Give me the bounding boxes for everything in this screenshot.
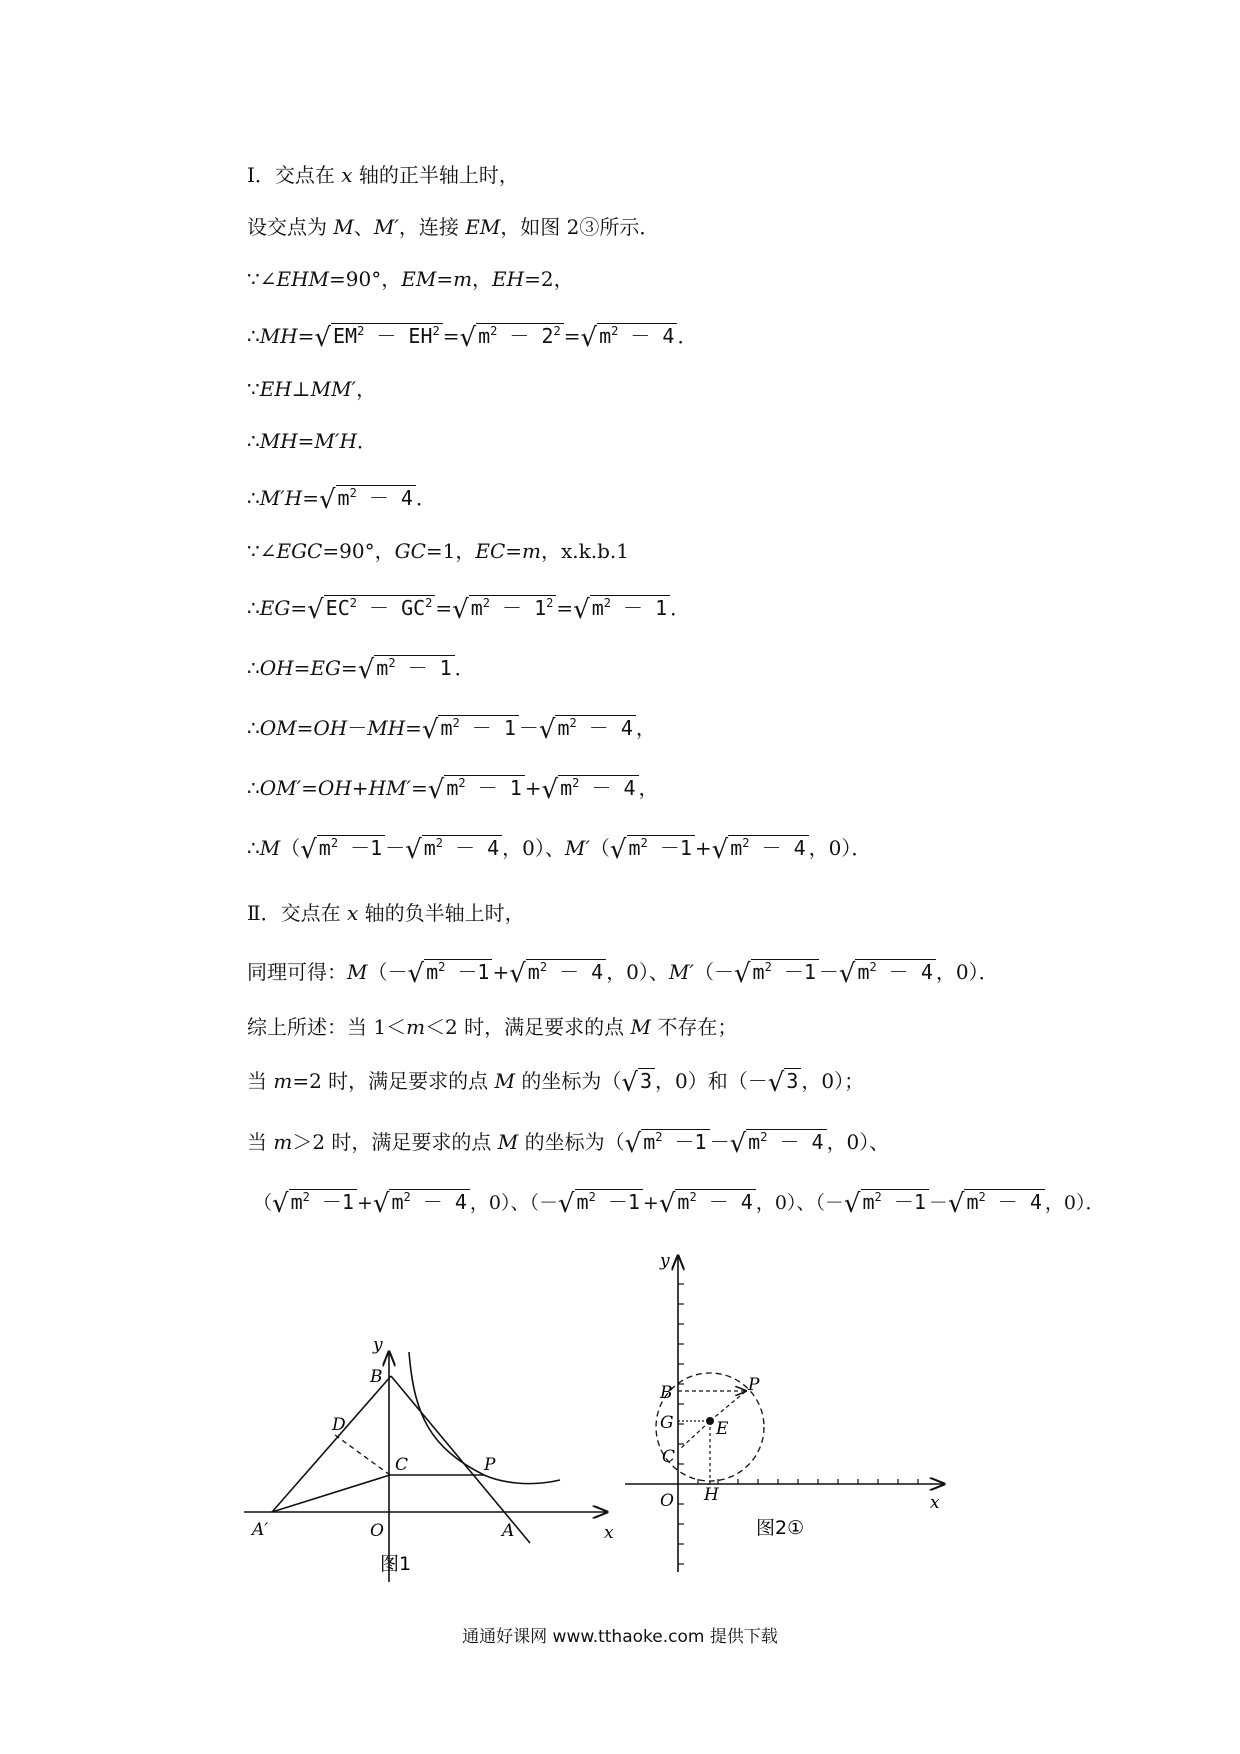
fig2-label-G: G [660, 1413, 674, 1433]
fig1-label-x: x [604, 1523, 614, 1543]
fig2-caption: 图2① [756, 1517, 805, 1539]
text-line-19: （√ $m^2 -1$ +√ $m^2 - 4$ ，0）、（－√ $m^2 -1$ +√ $m^2 - 4$ ，0）、（－√ $m^2 -1$ －√ $m^2 - 4$ ，0）． [253, 1189, 1105, 1219]
fig1-label-B: B [370, 1367, 383, 1387]
fig1-label-A: A [502, 1521, 515, 1541]
text-line-1: Ⅰ．交点在 x 轴的正半轴上时， [247, 163, 519, 187]
fig1-caption: 图1 [380, 1553, 412, 1575]
text-line-6: ∴MH=M′H． [247, 429, 377, 453]
fig2-dashed-EC [680, 1421, 710, 1449]
fig1-segment-AprimeB [272, 1376, 391, 1512]
text-line-3: ∵∠EHM=90°，EM=m，EH=2， [247, 267, 574, 291]
fig2-label-E: E [716, 1419, 729, 1439]
text-line-2: 设交点为 M、M′，连接 EM，如图 2③所示． [247, 215, 660, 239]
text-line-10: ∴OH=EG=√ $m^2 - 1$ ． [247, 655, 475, 685]
fig1-segment-AprimeC [272, 1475, 390, 1512]
text-line-9: ∴EG=√ $EC^2 - GC^2$ =√ $m^2 - 1^2$ =√ $m^2 - 1$ ． [247, 595, 691, 625]
fig1-dashed-DC [335, 1435, 390, 1475]
text-line-5: ∵EH⊥MM′， [247, 377, 377, 401]
fig2-point-E [706, 1417, 714, 1425]
text-line-14: Ⅱ．交点在 x 轴的负半轴上时， [247, 901, 525, 925]
fig2-label-x: x [930, 1493, 940, 1513]
text-line-17: 当 m=2 时，满足要求的点 M 的坐标为（√ 3 ，0）和（－√ 3 ，0）； [247, 1068, 865, 1098]
text-line-13: ∴M（√ $m^2 -1$ －√ $m^2 - 4$ ，0）、M′（√ $m^2 -1$ +√ $m^2 - 4$ ，0）． [247, 835, 872, 865]
fig2-dashed-EP [710, 1391, 746, 1421]
fig2-label-C: C [662, 1447, 676, 1467]
fig1-segment-BA [391, 1376, 530, 1543]
text-line-12: ∴OM′=OH+HM′=√ $m^2 - 1$ +√ $m^2 - 4$ ， [247, 775, 659, 805]
fig2-label-y: y [660, 1251, 670, 1271]
text-line-15: 同理可得：M（－√ $m^2 -1$ +√ $m^2 - 4$ ，0）、M′（－√ $m^2 -1$ －√ $m^2 - 4$ ，0）． [247, 959, 999, 989]
text-line-4: ∴MH=√ $EM^2 - EH^2$ =√ $m^2 - 2^2$ =√ $m^2 - 4$ ． [247, 323, 698, 353]
fig2-label-H: H [704, 1485, 719, 1505]
figure-2 [620, 1250, 960, 1580]
fig1-label-P: P [484, 1455, 496, 1475]
text-line-16: 综上所述：当 1＜m＜2 时，满足要求的点 M 不存在； [247, 1015, 738, 1039]
fig1-label-O: O [370, 1521, 384, 1541]
text-line-8: ∵∠EGC=90°，GC=1，EC=m，x.k.b.1 [247, 539, 629, 563]
fig2-label-P: P [748, 1375, 760, 1395]
fig1-label-C: C [395, 1455, 409, 1475]
page-footer: 通通好课网 www.tthaoke.com 提供下载 [462, 1627, 778, 1647]
text-line-18: 当 m＞2 时，满足要求的点 M 的坐标为（√ $m^2 -1$ －√ $m^2 - 4$ ，0）、 [247, 1129, 890, 1159]
fig2-label-O: O [660, 1491, 674, 1511]
fig1-label-Aprime: A′ [252, 1520, 269, 1540]
text-line-11: ∴OM=OH－MH=√ $m^2 - 1$ －√ $m^2 - 4$ ， [247, 715, 656, 745]
fig1-label-y: y [373, 1335, 383, 1355]
fig2-label-B: B [660, 1383, 673, 1403]
figure-1 [240, 1330, 620, 1600]
fig1-label-D: D [332, 1415, 346, 1435]
text-line-7: ∴M′H=√ $m^2 - 4$ ． [247, 485, 436, 515]
